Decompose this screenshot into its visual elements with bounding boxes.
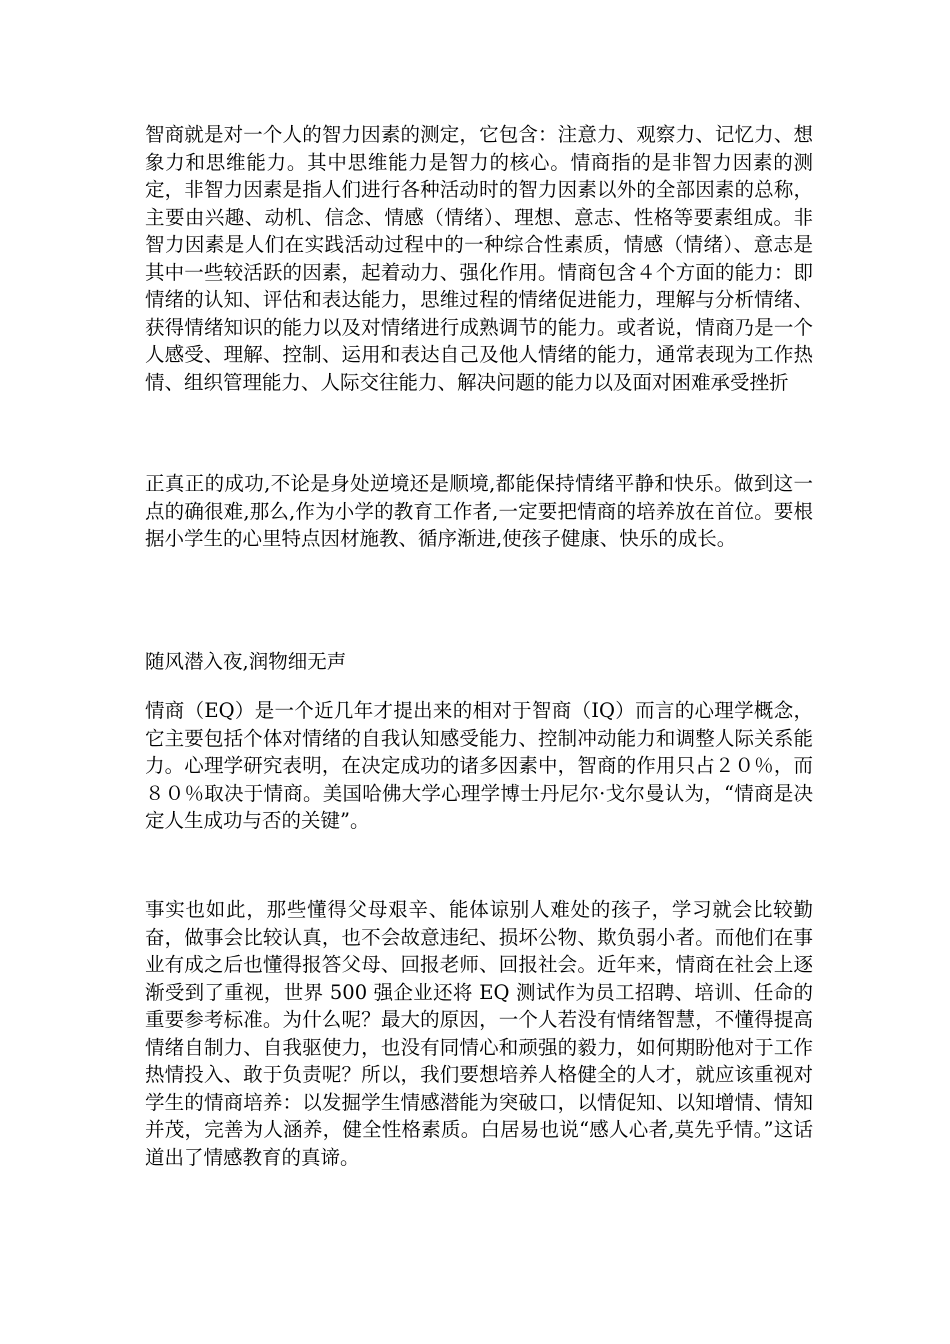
paragraph-eq-concept: 情商（EQ）是一个近几年才提出来的相对于智商（IQ）而言的心理学概念，它主要包括个体对情绪的自我认知感受能力、控制冲动能力和调整人际关系能力。心理学研究表明，在决定成功的诸多因素中，智商的作用只占２０％，而８０％取决于情商。美国哈佛大学心理学博士丹尼尔·戈尔曼认为，“情商是决定人生成功与否的关键”。 (145, 699, 813, 832)
section-heading: 随风潜入夜,润物细无声 (145, 650, 347, 673)
paragraph-eq-importance: 事实也如此，那些懂得父母艰辛、能体谅别人难处的孩子，学习就会比较勤奋，做事会比较认真，也不会故意违纪、损坏公物、欺负弱小者。而他们在事业有成之后也懂得报答父母、回报老师、回报社会。近年来，情商在社会上逐渐受到了重视，世界 500 强企业还将 EQ 测试作为员工招聘、培训、任命的重要参考标准。为什么呢？最大的原因，一个人若没有情绪智慧，不懂得提高情绪自制力、自我驱使力，也没有同情心和顽强的毅力，如何期盼他对于工作热情投入、敢于负责呢？所以，我们要想培养人格健全的人才，就应该重视对学生的情商培养：以发掘学生情感潜能为突破口，以情促知、以知增情、情知并茂，完善为人涵养，健全性格素质。白居易也说“感人心者,莫先乎情。”这话道出了情感教育的真谛。 (145, 898, 813, 1169)
paragraph-true-success: 正真正的成功,不论是身处逆境还是顺境,都能保持情绪平静和快乐。做到这一点的确很难,那么,作为小学的教育工作者,一定要把情商的培养放在首位。要根据小学生的心里特点因材施教、循序渐进,使孩子健康、快乐的成长。 (145, 472, 813, 550)
paragraph-iq-definition: 智商就是对一个人的智力因素的测定，它包含：注意力、观察力、记忆力、想象力和思维能力。其中思维能力是智力的核心。情商指的是非智力因素的测定，非智力因素是指人们进行各种活动时的智力因素以外的全部因素的总称，主要由兴趣、动机、信念、情感（情绪）、理想、意志、性格等要素组成。非智力因素是人们在实践活动过程中的一种综合性素质，情感（情绪）、意志是其中一些较活跃的因素，起着动力、强化作用。情商包含４个方面的能力：即情绪的认知、评估和表达能力，思维过程的情绪促进能力，理解与分析情绪、获得情绪知识的能力以及对情绪进行成熟调节的能力。或者说，情商乃是一个人感受、理解、控制、运用和表达自己及他人情绪的能力，通常表现为工作热情、组织管理能力、人际交往能力、解决问题的能力以及面对困难承受挫折 (145, 123, 813, 394)
